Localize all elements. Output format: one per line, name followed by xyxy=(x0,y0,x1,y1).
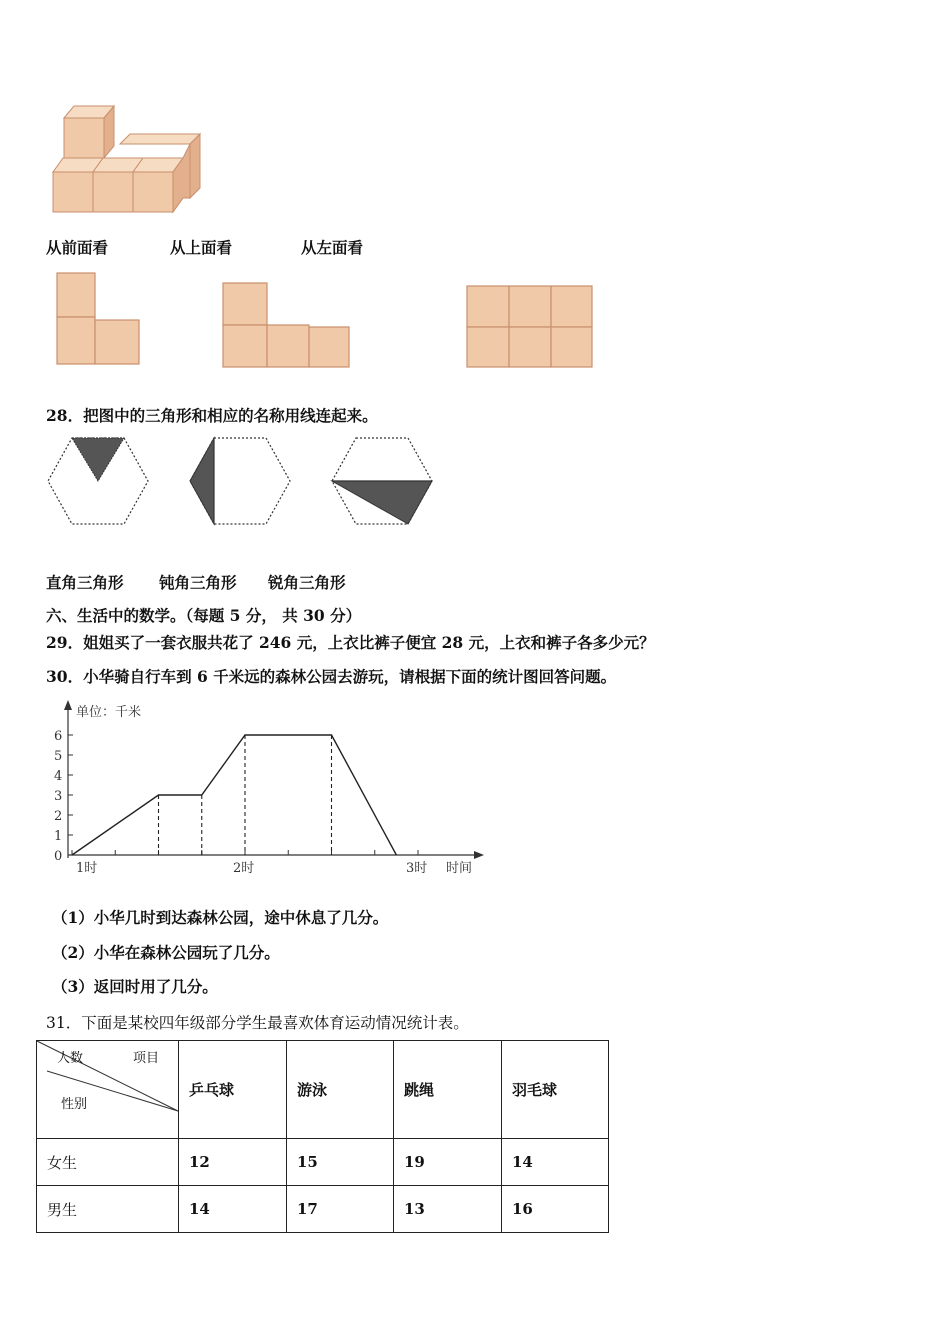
y-tick-label: 4 xyxy=(54,769,63,784)
y-tick-label: 5 xyxy=(54,749,63,764)
triangle-name-right: 直角三角形 xyxy=(46,573,124,592)
q31-text: 31．下面是某校四年级部分学生最喜欢体育运动情况统计表。 xyxy=(46,1014,469,1032)
header-badminton: 羽毛球 xyxy=(502,1041,609,1139)
table-cell: 13 xyxy=(394,1186,502,1233)
distance-series-line xyxy=(72,735,396,855)
corner-label-item: 项目 xyxy=(133,1051,160,1066)
x-tick-label: 2时 xyxy=(233,861,255,876)
hexagon-acute-triangle xyxy=(46,436,152,528)
triangle-name-acute: 锐角三角形 xyxy=(268,573,346,592)
header-swimming: 游泳 xyxy=(287,1041,394,1139)
view-label-top: 从上面看 xyxy=(170,238,233,257)
y-tick-label: 0 xyxy=(54,849,63,864)
table-corner-cell xyxy=(37,1041,179,1139)
q30-sub1: （1）小华几时到达森林公园，途中休息了几分。 xyxy=(52,908,389,927)
table-cell: 17 xyxy=(287,1186,394,1233)
table-header-row xyxy=(37,1041,609,1139)
x-tick-label: 3时 xyxy=(406,861,428,876)
hexagon-right-triangle xyxy=(188,436,294,528)
q30-sub3: （3）返回时用了几分。 xyxy=(52,977,218,996)
q30-sub2: （2）小华在森林公园玩了几分。 xyxy=(52,943,280,962)
y-axis-label: 单位：千米 xyxy=(76,705,142,720)
x-axis-arrow xyxy=(474,851,484,859)
distance-time-chart xyxy=(50,696,490,886)
y-axis-arrow xyxy=(64,700,72,710)
hexagon-obtuse-triangle xyxy=(330,436,436,528)
table-cell: 16 xyxy=(502,1186,609,1233)
section-title: 六、生活中的数学。（每题 5 分， 共 30 分） xyxy=(46,606,362,625)
y-tick-label: 2 xyxy=(54,809,63,824)
corner-label-count: 人数 xyxy=(57,1051,84,1066)
table-row xyxy=(37,1139,609,1186)
header-pingpong: 乒乓球 xyxy=(179,1041,287,1139)
left-view-figure xyxy=(466,285,596,369)
table-cell: 14 xyxy=(502,1139,609,1186)
table-cell: 12 xyxy=(179,1139,287,1186)
q30-text: 30．小华骑自行车到 6 千米远的森林公园去游玩，请根据下面的统计图回答问题。 xyxy=(46,667,617,686)
y-tick-label: 6 xyxy=(54,729,63,744)
view-label-front: 从前面看 xyxy=(46,238,109,257)
q28-prompt: 28．把图中的三角形和相应的名称用线连起来。 xyxy=(46,406,378,425)
q29-text: 29．姐姐买了一套衣服共花了 246 元，上衣比裤子便宜 28 元，上衣和裤子各多少元？ xyxy=(46,633,655,652)
cube-stack-figure xyxy=(48,100,208,218)
x-tick-label: 1时 xyxy=(76,861,98,876)
triangle-name-obtuse: 钝角三角形 xyxy=(159,573,237,592)
table-cell: 15 xyxy=(287,1139,394,1186)
corner-label-gender: 性别 xyxy=(61,1097,88,1112)
row-label: 女生 xyxy=(37,1139,179,1186)
view-label-left: 从左面看 xyxy=(301,238,364,257)
y-tick-label: 1 xyxy=(54,829,63,844)
table-row xyxy=(37,1186,609,1233)
y-tick-label: 3 xyxy=(54,789,63,804)
header-rope: 跳绳 xyxy=(394,1041,502,1139)
sports-stats-table xyxy=(36,1040,609,1233)
x-axis-label: 时间 xyxy=(446,861,473,876)
front-view-figure xyxy=(56,272,142,368)
row-label: 男生 xyxy=(37,1186,179,1233)
top-view-figure xyxy=(222,282,352,370)
table-cell: 14 xyxy=(179,1186,287,1233)
table-cell: 19 xyxy=(394,1139,502,1186)
